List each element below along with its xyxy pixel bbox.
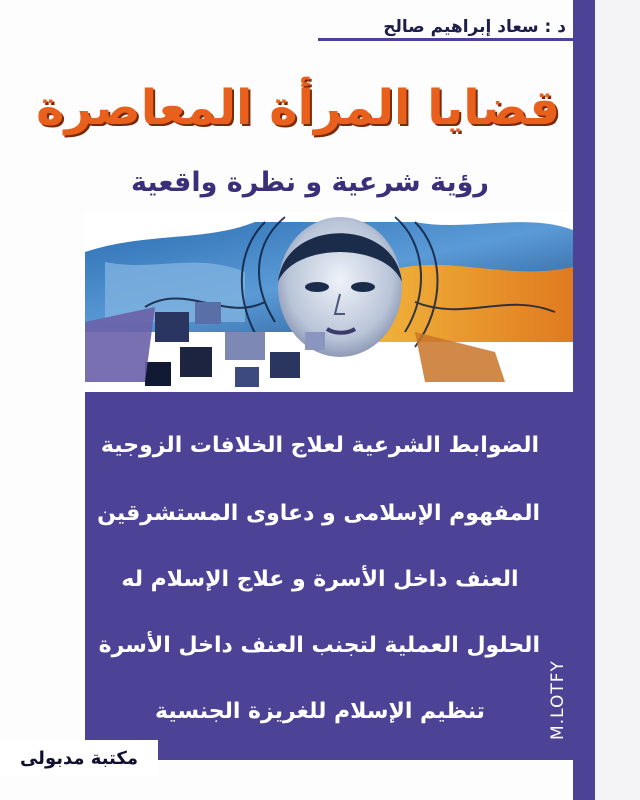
topics-list	[97, 408, 540, 748]
topic-item: الحلول العملية لتجنب العنف داخل الأسرة	[98, 633, 540, 658]
bottom-margin	[0, 776, 573, 800]
book-subtitle: رؤية شرعية و نظرة واقعية	[131, 167, 489, 198]
publisher-label	[0, 740, 158, 776]
publisher-name: مكتبة مدبولى	[19, 747, 139, 769]
spine-edge	[595, 0, 640, 800]
author-bar	[330, 14, 570, 40]
author-name: د : سعاد إبراهيم صالح	[383, 17, 566, 37]
author-underline	[318, 38, 573, 41]
spine-strip	[573, 0, 595, 800]
topic-item: تنظيم الإسلام للغريزة الجنسية	[155, 699, 485, 724]
topic-item: المفهوم الإسلامى و دعاوى المستشرقين	[97, 501, 540, 526]
topic-item: الضوابط الشرعية لعلاج الخلافات الزوجية	[100, 433, 540, 458]
topic-item: العنف داخل الأسرة و علاج الإسلام له	[121, 567, 519, 592]
signature-text: M.LOTFY	[548, 660, 568, 740]
woman-face-illustration-icon	[85, 212, 573, 392]
artist-signature	[543, 630, 573, 770]
book-title: قضايا المرأة المعاصرة	[36, 80, 560, 136]
